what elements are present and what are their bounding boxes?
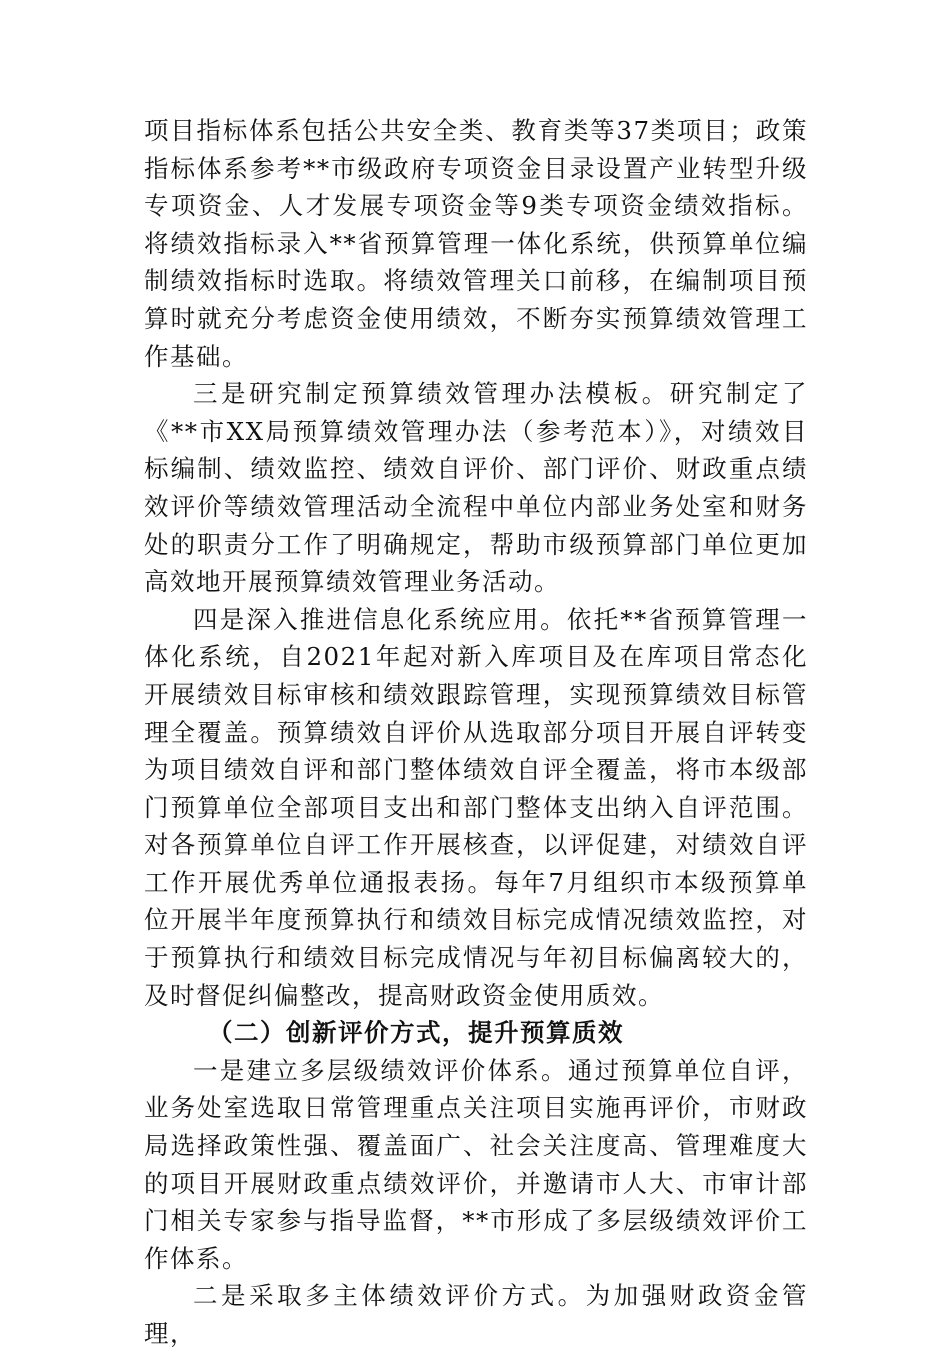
- paragraph-management-template: 三是研究制定预算绩效管理办法模板。研究制定了《**市XX局预算绩效管理办法（参考范本）》，对绩效目标编制、绩效监控、绩效自评价、部门评价、财政重点绩效评价等绩效管理活动全流程中单位内部业务处室和财务处的职责分工作了明确规定，帮助市级预算部门单位更加高效地开展预算绩效管理业务活动。: [144, 379, 808, 597]
- document-page: [144, 112, 808, 1353]
- paragraph-informatization: 四是深入推进信息化系统应用。依托**省预算管理一体化系统，自2021年起对新入库项目及在库项目常态化开展绩效目标审核和绩效跟踪管理，实现预算绩效目标管理全覆盖。预算绩效自评价从选取部分项目开展自评转变为项目绩效自评和部门整体绩效自评全覆盖，将市本级部门预算单位全部项目支出和部门整体支出纳入自评范围。对各预算单位自评工作开展核查，以评促建，对绩效自评工作开展优秀单位通报表扬。每年7月组织市本级预算单位开展半年度预算执行和绩效目标完成情况绩效监控，对于预算执行和绩效目标完成情况与年初目标偏离较大的，及时督促纠偏整改，提高财政资金使用质效。: [144, 604, 808, 1010]
- paragraph-multilevel-evaluation: 一是建立多层级绩效评价体系。通过预算单位自评，业务处室选取日常管理重点关注项目实施再评价，市财政局选择政策性强、覆盖面广、社会关注度高、管理难度大的项目开展财政重点绩效评价，并邀请市人大、市审计部门相关专家参与指导监督，**市形成了多层级绩效评价工作体系。: [144, 1055, 808, 1273]
- paragraph-indicator-system: 项目指标体系包括公共安全类、教育类等37类项目；政策指标体系参考**市级政府专项资金目录设置产业转型升级专项资金、人才发展专项资金等9类专项资金绩效指标。将绩效指标录入**省预算管理一体化系统，供预算单位编制绩效指标时选取。将绩效管理关口前移，在编制项目预算时就充分考虑资金使用绩效，不断夯实预算绩效管理工作基础。: [144, 116, 808, 371]
- paragraph-multi-subject-evaluation: 二是采取多主体绩效评价方式。为加强财政资金管理，: [144, 1281, 808, 1348]
- section-heading: （二）创新评价方式，提升预算质效: [208, 1018, 624, 1048]
